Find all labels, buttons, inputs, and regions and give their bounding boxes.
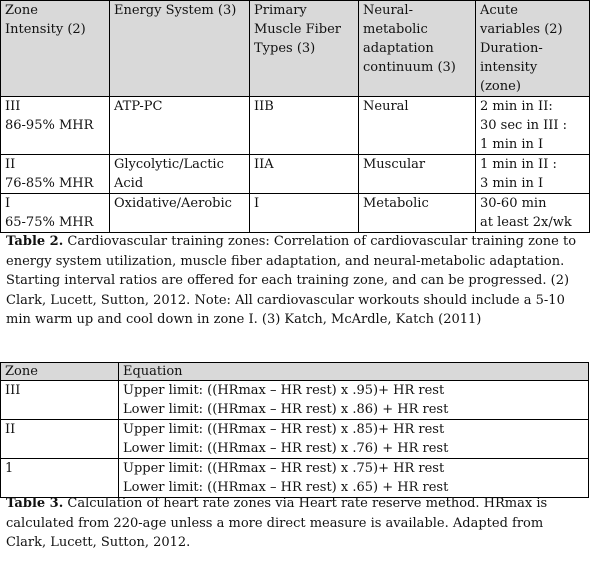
- header-acute-variables: Acute variables (2) Duration- intensity (zone): [476, 1, 590, 97]
- cell-fiber-type: IIA: [250, 155, 359, 194]
- table-row: [1, 155, 590, 194]
- caption-label: Table 2.: [6, 234, 64, 249]
- cell-adaptation: Metabolic: [359, 194, 476, 233]
- table-row: [1, 97, 590, 155]
- table3-header-row: [1, 363, 589, 381]
- caption-text: Calculation of heart rate zones via Heart rate reserve method. HRmax is calculated from 220-age unless a more direct measure is available. Adapted from Clark, Lucett, Sutton, 2012.: [6, 496, 548, 551]
- header-energy-system: Energy System (3): [110, 1, 250, 97]
- header-zone: Zone: [1, 363, 119, 381]
- cell-zone: II 76-85% MHR: [1, 155, 110, 194]
- cell-acute-variables: 1 min in II : 3 min in I: [476, 155, 590, 194]
- cell-equation: Upper limit: ((HRmax – HR rest) x .95)+ HR rest Lower limit: ((HRmax – HR rest) x .86) + HR rest: [119, 381, 589, 420]
- heart-rate-zones-table: [0, 362, 589, 498]
- cell-zone: III 86-95% MHR: [1, 97, 110, 155]
- header-zone-intensity: Zone Intensity (2): [1, 1, 110, 97]
- table3-caption: [6, 494, 586, 553]
- header-adaptation-continuum: Neural- metabolic adaptation continuum (3): [359, 1, 476, 97]
- header-muscle-fiber-types: Primary Muscle Fiber Types (3): [250, 1, 359, 97]
- cell-equation: Upper limit: ((HRmax – HR rest) x .85)+ HR rest Lower limit: ((HRmax – HR rest) x .76) + HR rest: [119, 420, 589, 459]
- cell-zone: I 65-75% MHR: [1, 194, 110, 233]
- table-row: [1, 420, 589, 459]
- header-equation: Equation: [119, 363, 589, 381]
- caption-label: Table 3.: [6, 496, 64, 511]
- training-zones-table: [0, 0, 590, 233]
- cell-zone: 1: [1, 459, 119, 498]
- table-row: [1, 194, 590, 233]
- cell-energy-system: ATP-PC: [110, 97, 250, 155]
- cell-fiber-type: IIB: [250, 97, 359, 155]
- table-row: [1, 381, 589, 420]
- cell-equation: Upper limit: ((HRmax – HR rest) x .75)+ HR rest Lower limit: ((HRmax – HR rest) x .65) + HR rest: [119, 459, 589, 498]
- table2-header-row: [1, 1, 590, 97]
- cell-acute-variables: 30-60 min at least 2x/wk: [476, 194, 590, 233]
- cell-energy-system: Glycolytic/Lactic Acid: [110, 155, 250, 194]
- cell-zone: III: [1, 381, 119, 420]
- table2-caption: [6, 232, 586, 330]
- cell-adaptation: Muscular: [359, 155, 476, 194]
- cell-adaptation: Neural: [359, 97, 476, 155]
- table-row: [1, 459, 589, 498]
- cell-acute-variables: 2 min in II: 30 sec in III : 1 min in I: [476, 97, 590, 155]
- cell-energy-system: Oxidative/Aerobic: [110, 194, 250, 233]
- cell-fiber-type: I: [250, 194, 359, 233]
- cell-zone: II: [1, 420, 119, 459]
- caption-text: Cardiovascular training zones: Correlation of cardiovascular training zone to energy system utilization, muscle fiber adaptation, and neural-metabolic adaptation. Starting interval ratios are offered for each training zone, and can be progressed. (2) Clark, Lucett, Sutton, 2012. Note: All cardiovascular workouts should include a 5-10 min warm up and cool down in zone I. (3) Katch, McArdle, Katch (2011): [6, 234, 577, 328]
